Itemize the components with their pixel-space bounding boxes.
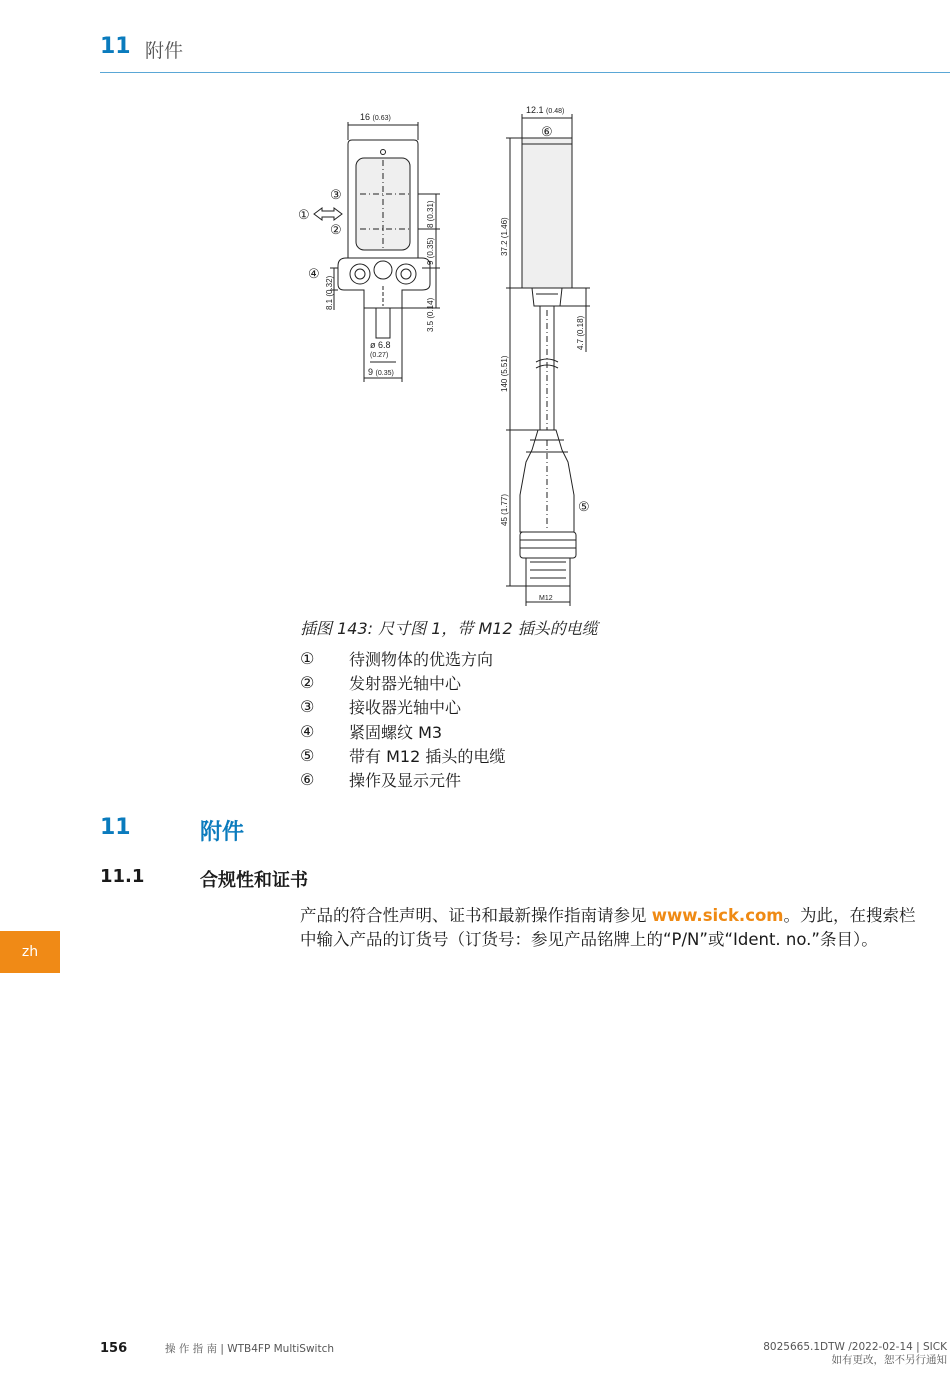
dim-bottom-9: 9 (0.35) [368, 367, 394, 377]
callout-5: ⑤ [578, 499, 590, 514]
body-paragraph [300, 904, 940, 952]
dim-37-2: 37.2 (1.46) [500, 217, 509, 256]
figure-caption: 插图 143: 尺寸图 1，带 M12 插头的电缆 [300, 619, 598, 638]
legend-marker: ③ [300, 697, 315, 717]
legend-item [300, 767, 505, 791]
dim-diameter-inch: (0.27) [370, 352, 389, 359]
header-rule [100, 72, 950, 73]
language-tab: zh [0, 931, 60, 973]
legend-text: 带有 M12 插头的电缆 [349, 746, 506, 766]
subsection-number: 11.1 [100, 866, 145, 887]
body-text-2: 。为此，在搜索栏 [783, 906, 916, 925]
dimension-drawing [290, 100, 610, 610]
section-title: 附件 [200, 820, 245, 845]
dim-diameter: ø 6.8 [370, 340, 391, 350]
page-number: 156 [100, 1341, 128, 1356]
dim-side-width: 12.1 (0.48) [526, 105, 565, 115]
callout-3: ③ [330, 187, 342, 202]
dim-m12: M12 [539, 595, 553, 602]
legend-text: 接收器光轴中心 [349, 698, 462, 718]
figure-legend [300, 646, 505, 792]
legend-item [300, 743, 505, 767]
legend-text: 待测物体的优选方向 [349, 649, 494, 669]
legend-item [300, 646, 505, 670]
front-view-mount [338, 258, 430, 308]
dim-45: 45 (1.77) [500, 493, 509, 526]
dim-8-1: 8.1 (0.32) [325, 275, 334, 310]
legend-item [300, 670, 505, 694]
callout-6: ⑥ [541, 124, 553, 139]
dim-140: 140 (5.51) [500, 355, 509, 392]
legend-text: 操作及显示元件 [349, 771, 462, 791]
legend-text: 发射器光轴中心 [349, 673, 462, 693]
legend-marker: ⑤ [300, 745, 315, 765]
dim-top-width: 16 (0.63) [360, 112, 391, 122]
footer-disclaimer: 如有更改，恕不另行通知 [831, 1354, 947, 1366]
callout-1: ① [298, 207, 310, 222]
sick-website-link[interactable]: www.sick.com [651, 906, 784, 925]
legend-text: 紧固螺纹 M3 [349, 722, 443, 742]
footer-doc-id: 8025665.1DTW /2022-02-14 | SICK [763, 1341, 947, 1353]
legend-item [300, 719, 505, 743]
footer-right [763, 1341, 947, 1367]
legend-item [300, 695, 505, 719]
side-view-body [522, 138, 572, 288]
footer-document-title: 操 作 指 南 | WTB4FP MultiSwitch [165, 1343, 334, 1355]
dim-4-7: 4.7 (0.18) [576, 315, 585, 350]
legend-marker: ① [300, 648, 315, 668]
body-text-3: 中输入产品的订货号（订货号：参见产品铭牌上的“P/N”或“Ident. no.”条目）。 [300, 930, 878, 949]
subsection-title: 合规性和证书 [200, 870, 308, 891]
legend-marker: ④ [300, 721, 315, 741]
body-text-1: 产品的符合性声明、证书和最新操作指南请参见 [300, 906, 652, 925]
dim-3-5: 3.5 (0.14) [426, 297, 435, 332]
callout-4: ④ [308, 266, 320, 281]
dim-8: 8 (0.31) [426, 200, 435, 228]
section-number: 11 [100, 815, 131, 840]
header-chapter-number: 11 [100, 34, 131, 59]
header-chapter-title: 附件 [145, 40, 184, 62]
dim-9: 9 (0.35) [426, 237, 435, 265]
callout-2: ② [330, 222, 342, 237]
legend-marker: ② [300, 672, 315, 692]
legend-marker: ⑥ [300, 770, 315, 790]
